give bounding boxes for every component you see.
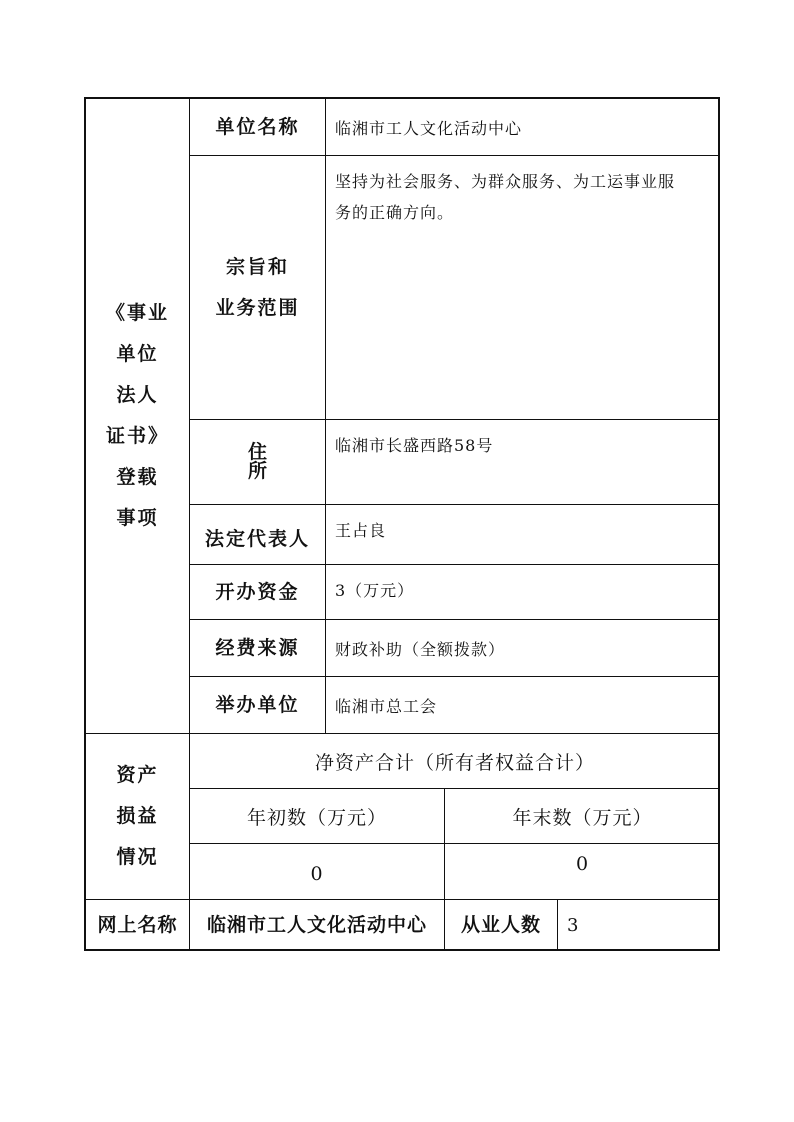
capital-value xyxy=(326,565,720,620)
purpose-line: 务的正确方向。 xyxy=(335,203,455,222)
section-label-line: 登载 xyxy=(116,466,159,488)
purpose-value xyxy=(326,156,720,420)
unit-name-value xyxy=(326,99,720,156)
begin-value-text: 0 xyxy=(310,862,324,885)
online-name-text: 临湘市工人文化活动中心 xyxy=(206,914,427,936)
staff-count-text: 3 xyxy=(567,915,580,936)
net-assets-header-text: 净资产合计（所有者权益合计） xyxy=(314,751,595,774)
end-label-text: 年末数（万元） xyxy=(512,806,653,829)
capital-label-text: 开办资金 xyxy=(215,580,300,603)
address-label-text: 住所 xyxy=(247,441,305,482)
sponsor-label xyxy=(190,677,326,734)
assets-label-line: 情况 xyxy=(116,846,159,868)
section-label-line: 事项 xyxy=(116,507,159,529)
online-name-value xyxy=(190,900,445,951)
staff-label-text: 从业人数 xyxy=(460,914,541,936)
end-value xyxy=(445,844,720,900)
registration-table xyxy=(84,97,720,951)
net-assets-header xyxy=(190,734,720,789)
assets-section-label xyxy=(86,734,190,900)
address-text: 临湘市长盛西路58号 xyxy=(335,436,494,455)
funding-label xyxy=(190,620,326,677)
purpose-label-line: 业务范围 xyxy=(215,296,300,319)
legal-rep-text: 王占良 xyxy=(335,521,387,540)
purpose-label xyxy=(190,156,326,420)
section-label-line: 法人 xyxy=(116,384,159,406)
address-value xyxy=(326,420,720,505)
begin-label-text: 年初数（万元） xyxy=(246,806,387,829)
end-value-text: 0 xyxy=(575,852,590,875)
sponsor-label-text: 举办单位 xyxy=(215,693,300,716)
staff-value xyxy=(558,900,720,951)
section-label-line: 《事业 xyxy=(105,302,169,324)
legal-rep-label-text: 法定代表人 xyxy=(204,528,310,550)
section-label-line: 证书》 xyxy=(105,425,169,447)
funding-value xyxy=(326,620,720,677)
begin-label xyxy=(190,789,445,844)
legal-rep-label xyxy=(190,505,326,565)
sponsor-value xyxy=(326,677,720,734)
capital-label xyxy=(190,565,326,620)
assets-label-line: 损益 xyxy=(116,805,159,827)
purpose-label-line: 宗旨和 xyxy=(225,255,289,278)
staff-label xyxy=(445,900,558,951)
online-name-label-text: 网上名称 xyxy=(97,914,178,936)
unit-name-text: 临湘市工人文化活动中心 xyxy=(335,118,523,138)
capital-text: 3（万元） xyxy=(335,581,415,600)
registration-section-label xyxy=(86,99,190,734)
legal-rep-value xyxy=(326,505,720,565)
address-label xyxy=(190,420,326,505)
online-name-label xyxy=(86,900,190,951)
begin-value xyxy=(190,844,445,900)
assets-label-line: 资产 xyxy=(116,764,159,786)
end-label xyxy=(445,789,720,844)
sponsor-text: 临湘市总工会 xyxy=(335,696,438,716)
unit-name-label-text: 单位名称 xyxy=(215,115,300,138)
purpose-line: 坚持为社会服务、为群众服务、为工运事业服 xyxy=(335,172,676,191)
section-label-line: 单位 xyxy=(116,343,159,365)
funding-label-text: 经费来源 xyxy=(215,636,300,659)
unit-name-label xyxy=(190,99,326,156)
funding-text: 财政补助（全额拨款） xyxy=(335,639,506,659)
